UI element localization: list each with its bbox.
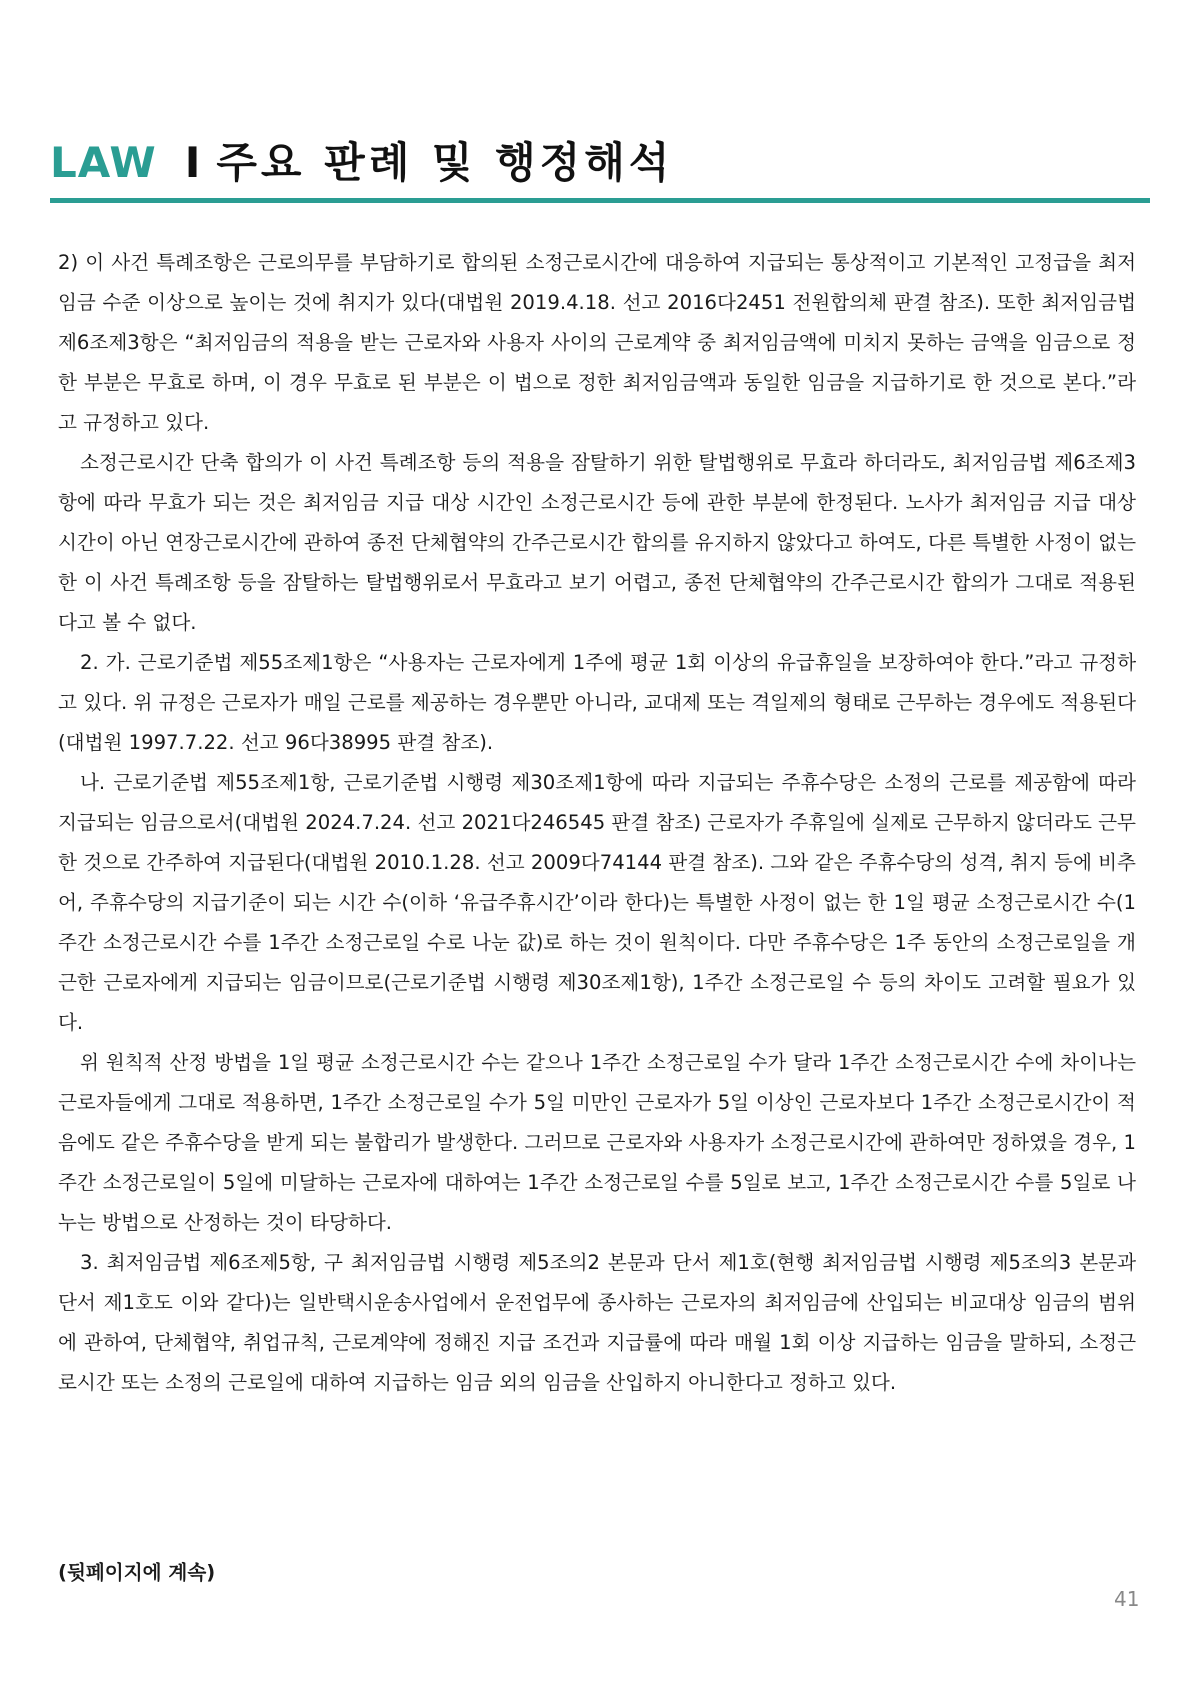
page-header — [50, 130, 1150, 200]
paragraph-section-2-na: 나. 근로기준법 제55조제1항, 근로기준법 시행령 제30조제1항에 따라 지급되는 주휴수당은 소정의 근로를 제공함에 따라 지급되는 임금으로서(대법원 2024.7.24. 선고 2021다246545 판결 참조) 근로자가 주휴일에 실제로 근무하지 않더라도 근무한 것으로 간주하여 지급된다(대법원 2010.1.28. 선고 2009다74144 판결 참조). 그와 같은 주휴수당의 성격, 취지 등에 비추어, 주휴수당의 지급기준이 되는 시간 수(이하 ‘유급주휴시간’이라 한다)는 특별한 사정이 없는 한 1일 평균 소정근로시간 수(1주간 소정근로시간 수를 1주간 소정근로일 수로 나눈 값)로 하는 것이 원칙이다. 다만 주휴수당은 1주 동안의 소정근로일을 개근한 근로자에게 지급되는 임금이므로(근로기준법 시행령 제30조제1항), 1주간 소정근로일 수 등의 차이도 고려할 필요가 있다. — [58, 771, 1136, 1034]
header-law-label: LAW — [50, 138, 157, 187]
header-divider — [50, 198, 1150, 203]
paragraph-calculation-method: 위 원칙적 산정 방법을 1일 평균 소정근로시간 수는 같으나 1주간 소정근로일 수가 달라 1주간 소정근로시간 수에 차이나는 근로자들에게 그대로 적용하면, 1주간 소정근로일 수가 5일 미만인 근로자가 5일 이상인 근로자보다 1주간 소정근로시간이 적음에도 같은 주휴수당을 받게 되는 불합리가 발생한다. 그러므로 근로자와 사용자가 소정근로시간에 관하여만 정하였을 경우, 1주간 소정근로일이 5일에 미달하는 근로자에 대하여는 1주간 소정근로일 수를 5일로 보고, 1주간 소정근로시간 수를 5일로 나누는 방법으로 산정하는 것이 타당하다. — [58, 1051, 1136, 1234]
paragraph-section-3: 3. 최저임금법 제6조제5항, 구 최저임금법 시행령 제5조의2 본문과 단서 제1호(현행 최저임금법 시행령 제5조의3 본문과 단서 제1호도 이와 같다)는 일반택시운송사업에서 운전업무에 종사하는 근로자의 최저임금에 산입되는 비교대상 임금의 범위에 관하여, 단체협약, 취업규칙, 근로계약에 정해진 지급 조건과 지급률에 따라 매월 1회 이상 지급하는 임금을 말하되, 소정근로시간 또는 소정의 근로일에 대하여 지급하는 임금 외의 임금을 산입하지 아니한다고 정하고 있다. — [58, 1251, 1136, 1394]
paragraph-section-2-ga: 2. 가. 근로기준법 제55조제1항은 “사용자는 근로자에게 1주에 평균 1회 이상의 유급휴일을 보장하여야 한다.”라고 규정하고 있다. 위 규정은 근로자가 매일 근로를 제공하는 경우뿐만 아니라, 교대제 또는 격일제의 형태로 근무하는 경우에도 적용된다(대법원 1997.7.22. 선고 96다38995 판결 참조). — [58, 651, 1136, 754]
header-separator: I — [184, 138, 201, 187]
paragraph-invalidity-scope: 소정근로시간 단축 합의가 이 사건 특례조항 등의 적용을 잠탈하기 위한 탈법행위로 무효라 하더라도, 최저임금법 제6조제3항에 따라 무효가 되는 것은 최저임금 지급 대상 시간인 소정근로시간 등에 관한 부분에 한정된다. 노사가 최저임금 지급 대상 시간이 아닌 연장근로시간에 관하여 종전 단체협약의 간주근로시간 합의를 유지하지 않았다고 하여도, 다른 특별한 사정이 없는 한 이 사건 특례조항 등을 잠탈하는 탈법행위로서 무효라고 보기 어렵고, 종전 단체협약의 간주근로시간 합의가 그대로 적용된다고 볼 수 없다. — [58, 451, 1136, 634]
header-subtitle: 주요 판례 및 행정해석 — [216, 138, 674, 187]
continued-note: (뒷페이지에 계속) — [58, 1561, 216, 1584]
body-text — [58, 243, 1136, 1403]
header-title — [50, 130, 673, 190]
page-number: 41 — [1114, 1587, 1140, 1611]
paragraph-item-2: 2) 이 사건 특례조항은 근로의무를 부담하기로 합의된 소정근로시간에 대응하여 지급되는 통상적이고 기본적인 고정급을 최저임금 수준 이상으로 높이는 것에 취지가 있다(대법원 2019.4.18. 선고 2016다2451 전원합의체 판결 참조). 또한 최저임금법 제6조제3항은 “최저임금의 적용을 받는 근로자와 사용자 사이의 근로계약 중 최저임금액에 미치지 못하는 금액을 임금으로 정한 부분은 무효로 하며, 이 경우 무효로 된 부분은 이 법으로 정한 최저임금액과 동일한 임금을 지급하기로 한 것으로 본다.”라고 규정하고 있다. — [58, 251, 1136, 434]
